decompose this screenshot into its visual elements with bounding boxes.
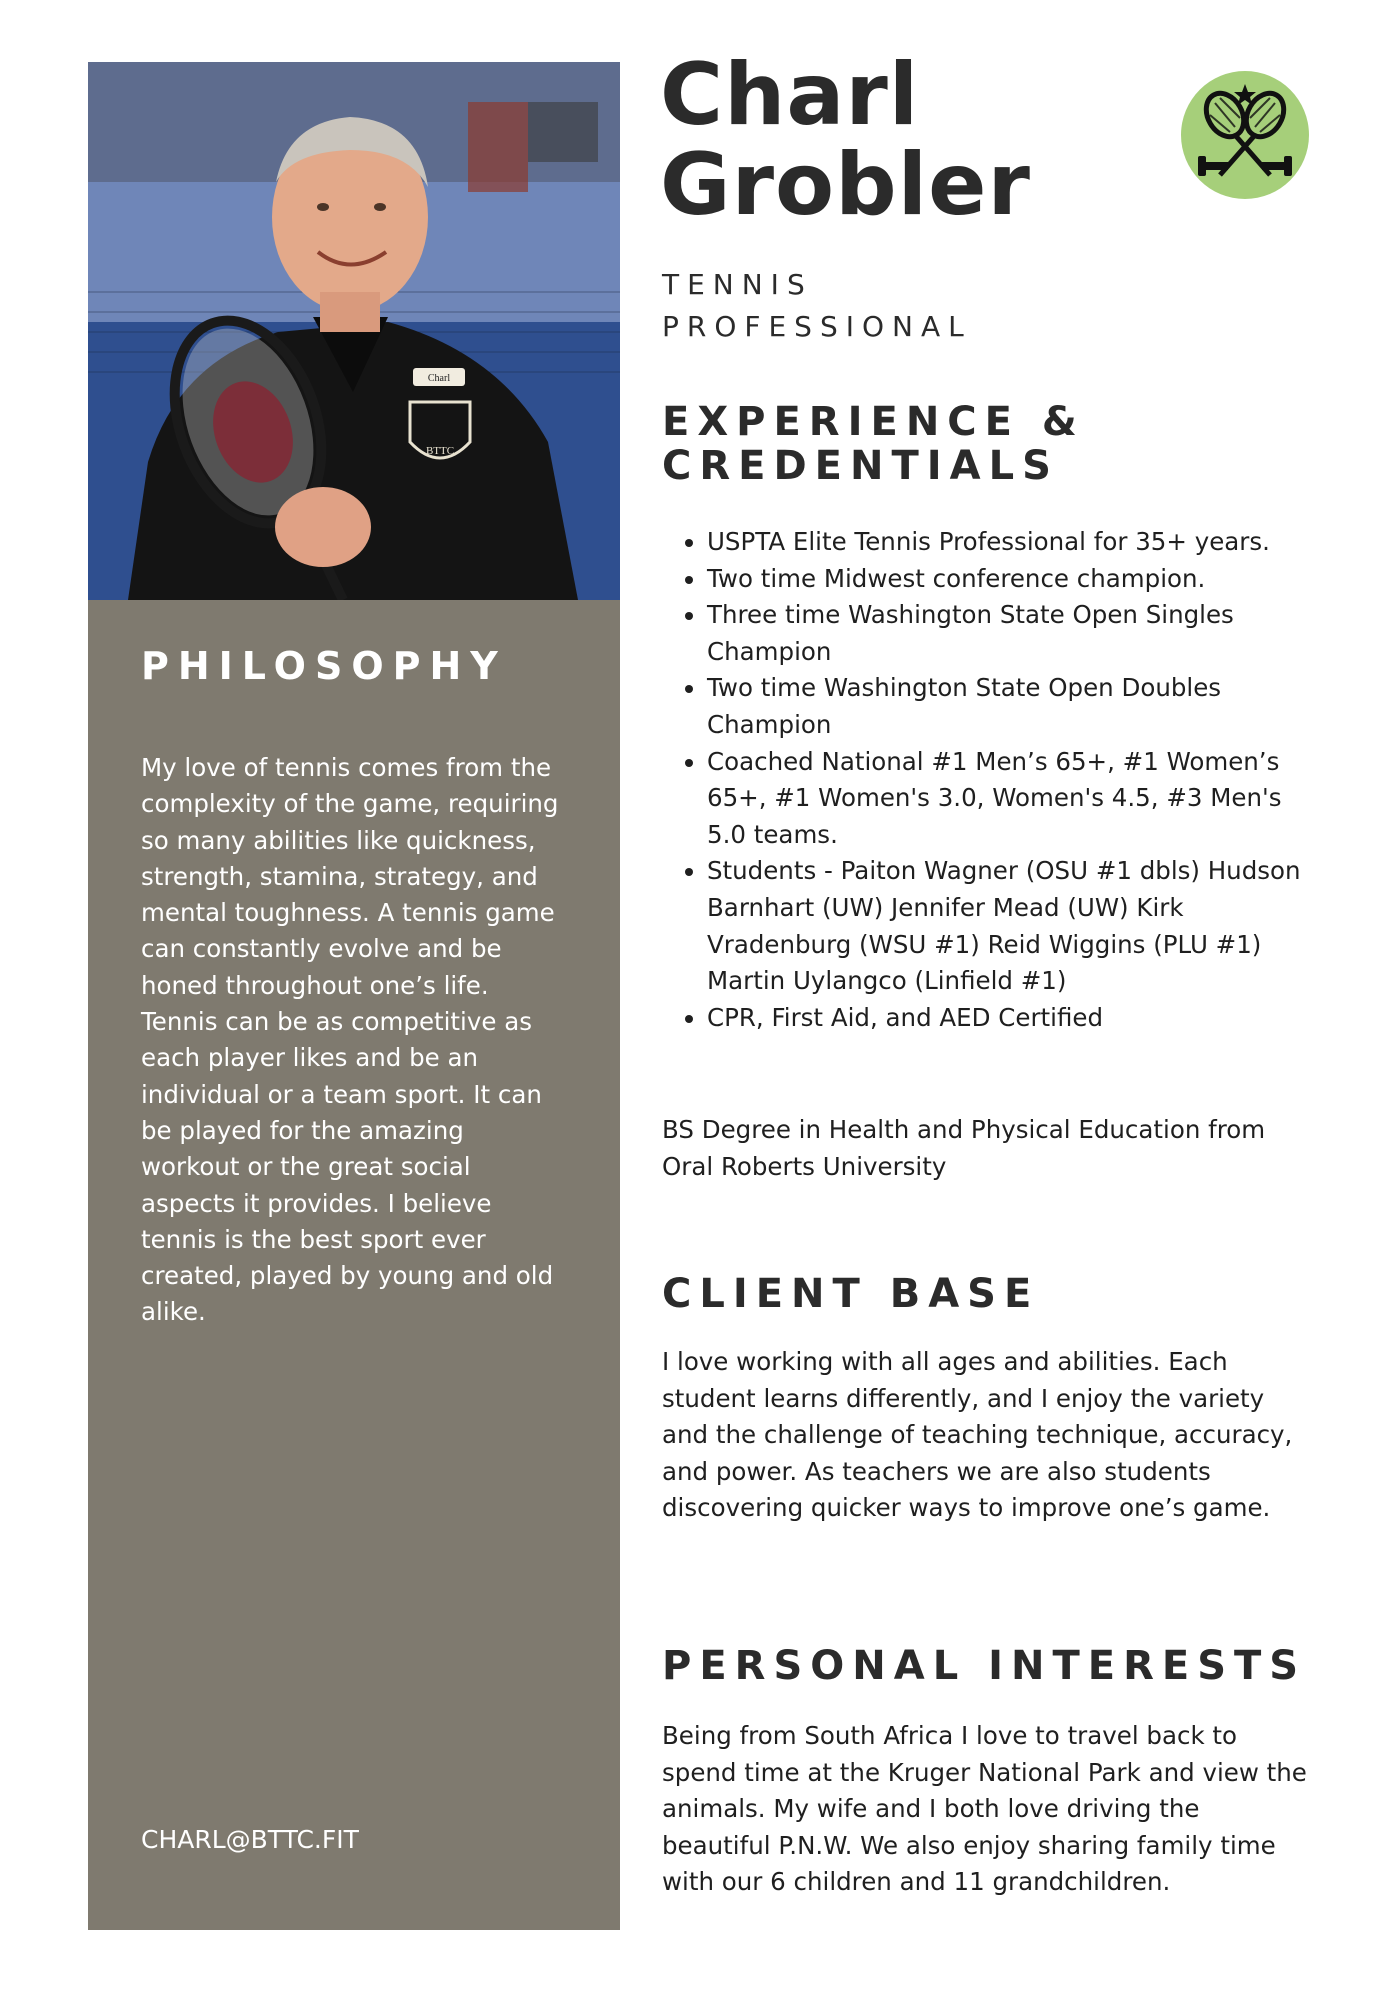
name-tag-text: Charl bbox=[427, 373, 451, 384]
client-base-heading: CLIENT BASE bbox=[662, 1271, 1040, 1317]
list-item: • Two time Midwest conference champion. bbox=[707, 561, 1312, 598]
crossed-tennis-rackets-icon bbox=[1180, 70, 1310, 200]
degree-text: BS Degree in Health and Physical Education from Oral Roberts University bbox=[662, 1115, 1266, 1181]
logo bbox=[1180, 70, 1310, 200]
list-item: • Three time Washington State Open Singles Champion bbox=[707, 597, 1312, 670]
list-item: • CPR, First Aid, and AED Certified bbox=[707, 1000, 1312, 1037]
client-base-text: I love working with all ages and abilities. Each student learns differently, and I enjoy the variety and the challenge of teaching technique, accuracy, and power. As teachers we are also students discovering quicker ways to improve one’s game. bbox=[662, 1347, 1293, 1523]
experience-heading bbox=[662, 400, 1085, 488]
profile-photo bbox=[88, 62, 620, 600]
list-item: • USPTA Elite Tennis Professional for 35+ years. bbox=[707, 524, 1312, 561]
credentials-list bbox=[662, 524, 1312, 1036]
profile-photo-illustration bbox=[88, 62, 620, 600]
personal-interests-text: Being from South Africa I love to travel back to spend time at the Kruger National Park and view the animals. My wife and I both love driving the beautiful P.N.W. We also enjoy sharing family time with our 6 children and 11 grandchildren. bbox=[662, 1721, 1307, 1897]
philosophy-text: My love of tennis comes from the complexity of the game, requiring so many abilities like quickness, strength, stamina, strategy, and mental toughness. A tennis game can constantly evolve and be honed throughout one’s life. Tennis can be as competitive as each player likes and be an individual or a team sport. It can be played for the amazing workout or the great social aspects it provides. I believe tennis is the best sport ever created, played by young and old alike. bbox=[141, 753, 559, 1327]
list-item: • Two time Washington State Open Doubles Champion bbox=[707, 670, 1312, 743]
profile-name bbox=[660, 45, 1031, 235]
title-line-1: TENNIS bbox=[662, 268, 813, 301]
experience-heading-line-1: EXPERIENCE & bbox=[662, 399, 1085, 445]
experience-heading-line-2: CREDENTIALS bbox=[662, 443, 1059, 489]
philosophy-heading: PHILOSOPHY bbox=[141, 644, 507, 688]
first-name: Charl bbox=[660, 45, 920, 145]
list-item: • Students - Paiton Wagner (OSU #1 dbls) Hudson Barnhart (UW) Jennifer Mead (UW) Kirk Vradenburg (WSU #1) Reid Wiggins (PLU #1) Martin Uylangco (Linfield #1) bbox=[707, 853, 1312, 999]
sidebar bbox=[88, 62, 620, 1930]
email-link[interactable]: CHARL@BTTC.FIT bbox=[141, 1825, 359, 1854]
shirt-crest-text: BTTC bbox=[425, 445, 455, 457]
personal-interests-heading: PERSONAL INTERESTS bbox=[662, 1643, 1307, 1689]
last-name: Grobler bbox=[660, 135, 1031, 235]
title-line-2: PROFESSIONAL bbox=[662, 310, 972, 343]
profile-title bbox=[662, 264, 972, 348]
list-item: • Coached National #1 Men’s 65+, #1 Women’s 65+, #1 Women's 3.0, Women's 4.5, #3 Men's 5.0 teams. bbox=[707, 744, 1312, 854]
